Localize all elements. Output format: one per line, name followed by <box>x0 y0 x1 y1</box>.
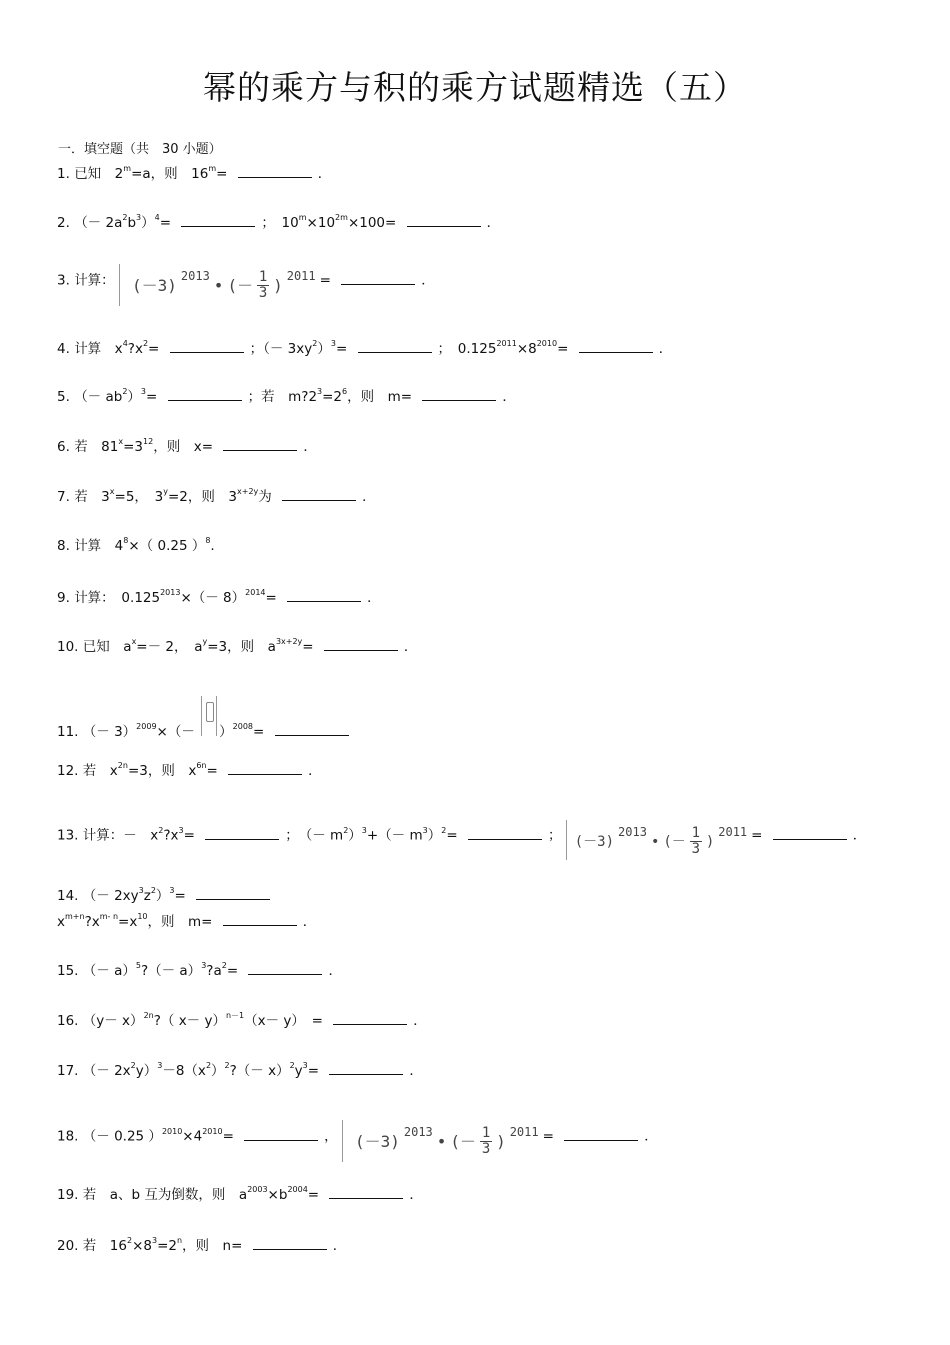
fraction-image <box>201 696 217 736</box>
answer-blank[interactable] <box>238 164 312 178</box>
answer-blank[interactable] <box>329 1185 403 1199</box>
question-6: 6. 若 $81^x=3^{12}$，则 x= ． <box>57 437 317 455</box>
question-18: 18. （－ 0.25 ）$^{2010}\times 4^{2010}=$ ， (－3) $^{2013}$ • (－ $\frac{1}{3}$ ) $^{2011}$ = ． <box>57 1120 658 1162</box>
answer-blank[interactable] <box>341 271 415 285</box>
question-13: 13. 计算：－ $x^2?x^3=$ ； （－ $m^2)^3+(- m^3)^2=$ ； (－3) $^{2013}$ • (－ $\frac{1}{3}$ ) $^{2011}$ = ． <box>57 820 866 860</box>
answer-blank[interactable] <box>196 886 270 900</box>
question-9: 9. 计算： $0.125^{2013}\times(- 8)^{2014}=$ ． <box>57 588 381 606</box>
question-5: 5. （－ $ab^2)^3=$ ；若 $m?2^3=2^6$，则 m= ． <box>57 387 516 405</box>
answer-blank[interactable] <box>205 826 279 840</box>
question-12: 12. 若 $x^{2n}=3$，则 $x^{6n}=$ ． <box>57 761 322 779</box>
section-heading: 一．填空题（共 30 小题） <box>58 142 222 157</box>
question-14-part-2: $x^{m+n}?x^{m- n}=x^{10}$，则 m= ． <box>57 912 317 930</box>
answer-blank[interactable] <box>287 588 361 602</box>
answer-blank[interactable] <box>324 637 398 651</box>
answer-blank[interactable] <box>223 437 297 451</box>
answer-blank[interactable] <box>329 1061 403 1075</box>
answer-blank[interactable] <box>228 761 302 775</box>
answer-blank[interactable] <box>422 387 496 401</box>
page-title: 幂的乘方与积的乘方试题精选（五） <box>203 68 747 107</box>
question-4: 4. 计算 $x^4?x^2=$ ；（－ $3xy^2)^3=$ ； $0.125^{2011}\times 8^{2010}=$ ． <box>57 339 673 357</box>
question-2: 2. （－ $2a^2b^3)^4=$ ； $10^m\times 10^{2m}\times 100=$ ． <box>57 213 501 231</box>
answer-blank[interactable] <box>282 487 356 501</box>
math-expression-image: (－3) $^{2013}$ • (－ $\frac{1}{3}$ ) $^{2011}$ <box>566 820 751 860</box>
answer-blank[interactable] <box>358 339 432 353</box>
question-1: 1. 已知 $2^m=a$，则 $16^m=$ ． <box>57 164 332 182</box>
answer-blank[interactable] <box>168 387 242 401</box>
answer-blank[interactable] <box>181 213 255 227</box>
answer-blank[interactable] <box>253 1236 327 1250</box>
answer-blank[interactable] <box>275 722 349 736</box>
question-10: 10. 已知 $a^x=- 2$， $a^y=3$，则 $a^{3x+2y}=$ ． <box>57 637 418 655</box>
answer-blank[interactable] <box>468 826 542 840</box>
answer-blank[interactable] <box>223 912 297 926</box>
question-20: 20. 若 $16^2\times 8^3=2^n$，则 n= ． <box>57 1236 347 1254</box>
question-11: 11. （－ 3）$^{2009}$×（－ ）$^{2008}$= <box>57 696 355 741</box>
answer-blank[interactable] <box>244 1127 318 1141</box>
question-17: 17. （－ $2x^2y)^3-8(x^2)^2?(- x)^2y^3=$ ． <box>57 1061 423 1079</box>
answer-blank[interactable] <box>407 213 481 227</box>
question-15: 15. （－ a）$^5$?（－ $a)^3?a^2=$ ． <box>57 961 342 979</box>
answer-blank[interactable] <box>333 1011 407 1025</box>
question-16: 16. $(y- x)^{2n}$?（ x－ y）$^{n-1}$（x－ y） = ． <box>57 1011 427 1029</box>
math-expression-image: (－3) $^{2013}$ • (－ $\frac{1}{3}$ ) $^{2011}$ <box>342 1120 543 1162</box>
answer-blank[interactable] <box>773 826 847 840</box>
answer-blank[interactable] <box>170 339 244 353</box>
answer-blank[interactable] <box>564 1127 638 1141</box>
question-8: 8. 计算 $4^8\times$（ 0.25 ）$^8$. <box>57 536 215 554</box>
question-19: 19. 若 a、b 互为倒数，则 $a^{2003}\times b^{2004}=$ ． <box>57 1185 423 1203</box>
math-expression-image: (－3) $^{2013}$ • (－ $\frac{1}{3}$ ) $^{2011}$ <box>119 264 320 306</box>
question-3: 3. 计算： (－3) $^{2013}$ • (－ $\frac{1}{3}$ ) $^{2011}$ = ． <box>57 264 435 306</box>
answer-blank[interactable] <box>579 339 653 353</box>
answer-blank[interactable] <box>248 961 322 975</box>
question-7: 7. 若 $3^x=5$， $3^y=2$，则 $3^{x+2y}$为 ． <box>57 487 376 505</box>
question-14: 14. （－ $2xy^3z^2)^3=$ <box>57 886 276 905</box>
